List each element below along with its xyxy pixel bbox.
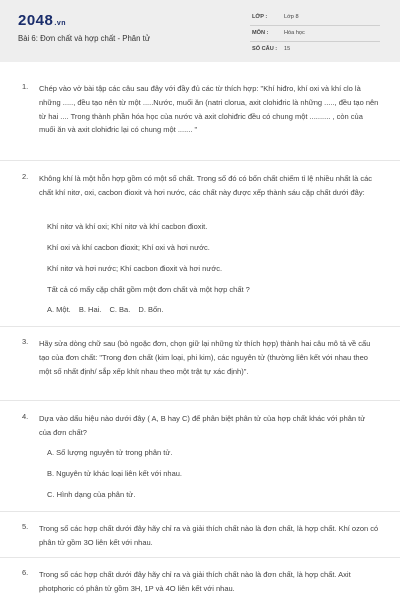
question-divider bbox=[0, 400, 400, 401]
question-number: 6. bbox=[22, 568, 29, 577]
option-d[interactable]: D. Bốn. bbox=[138, 305, 164, 314]
option-c[interactable]: C. Ba. bbox=[109, 305, 131, 314]
question-text: Trong số các hợp chất dưới đây hãy chỉ ra và giải thích chất nào là đơn chất, là hợp chất. Axit photphoric có phân tử gồm 3H, 1P và 4O liên kết với nhau. bbox=[39, 570, 351, 593]
question-text: Chép vào vở bài tập các câu sau đây với đầy đủ các từ thích hợp: "Khí hiđro, khí oxi và khí clo là những ....., đều tạo nên từ một .....Nước, muối ăn (natri clorua, axit clohiđric là những ....., đều tạo nên từ hai .... Trong thành phần hóa học của nước và axit clohiđric đều có chung một .......... , còn của muối ăn và axit clohiđric lại có chung một ....... " bbox=[39, 84, 379, 135]
question-divider bbox=[0, 326, 400, 327]
question-number: 1. bbox=[22, 82, 29, 91]
question-item: C. Hình dạng của phân tử. bbox=[47, 490, 136, 499]
lesson-title: Bài 6: Đơn chất và hợp chất - Phân tử bbox=[18, 34, 151, 43]
meta-class-value: Lớp 8 bbox=[284, 14, 299, 20]
question-item: Khí nitơ và khí oxi; Khí nitơ và khí cacbon đioxit. bbox=[47, 222, 208, 231]
question-text: Không khí là một hỗn hợp gồm có một số chất. Trong số đó có bốn chất chiếm tỉ lệ nhiều nhất là các chất khí nitơ, oxi, cacbon đioxit và hơi nước, các chất này được xếp thành sáu cặp chất dưới đây: bbox=[39, 174, 373, 197]
question-text: Dựa vào dấu hiệu nào dưới đây ( A, B hay C) để phân biệt phân tử của hợp chất khác với phân tử của đơn chất? bbox=[39, 414, 366, 437]
site-logo[interactable] bbox=[18, 12, 66, 29]
question-item: Khí nitơ và hơi nước; Khí cacbon đioxit và hơi nước. bbox=[47, 264, 223, 273]
question-item: Tất cả có mấy cặp chất gồm một đơn chất và một hợp chất ? bbox=[47, 285, 250, 294]
meta-class-label: LỚP : bbox=[252, 14, 268, 20]
page-header bbox=[0, 0, 400, 62]
meta-subject-label: MÔN : bbox=[252, 30, 269, 36]
question-text: Hãy sửa dòng chữ sau (bỏ ngoặc đơn, chọn giữ lại những từ thích hợp) thành hai câu mô tả về cấu tạo của đơn chất: "Trong đơn chất (kim loại, phi kim), các nguyên tử (thường liên kết với nhau theo một số nhất định/ sắp xếp khít nhau theo một trật tự xác định)". bbox=[39, 339, 371, 376]
logo-main: 2048 bbox=[18, 12, 54, 29]
question-item: Khí oxi và khí cacbon đioxit; Khí oxi và hơi nước. bbox=[47, 243, 210, 252]
logo-suffix: .vn bbox=[54, 20, 66, 27]
meta-count-value: 15 bbox=[284, 46, 291, 52]
meta-count-label: SỐ CÂU : bbox=[252, 46, 278, 52]
question-text: Trong số các hợp chất dưới đây hãy chỉ ra và giải thích chất nào là đơn chất, là hợp chất. Khí ozon có phân tử gồm 3O liên kết với nhau. bbox=[39, 524, 379, 547]
question-number: 5. bbox=[22, 522, 29, 531]
question-number: 2. bbox=[22, 172, 29, 181]
meta-divider bbox=[250, 41, 380, 42]
meta-divider bbox=[250, 25, 380, 26]
answer-options bbox=[47, 305, 169, 314]
question-divider bbox=[0, 557, 400, 558]
option-a[interactable]: A. Một. bbox=[47, 305, 71, 314]
question-divider bbox=[0, 511, 400, 512]
meta-subject-value: Hóa học bbox=[284, 30, 305, 36]
question-item: B. Nguyên tử khác loại liên kết với nhau. bbox=[47, 469, 183, 478]
question-number: 3. bbox=[22, 337, 29, 346]
question-divider bbox=[0, 160, 400, 161]
option-b[interactable]: B. Hai. bbox=[78, 305, 102, 314]
question-item: A. Số lượng nguyên tử trong phân tử. bbox=[47, 448, 173, 457]
question-number: 4. bbox=[22, 412, 29, 421]
